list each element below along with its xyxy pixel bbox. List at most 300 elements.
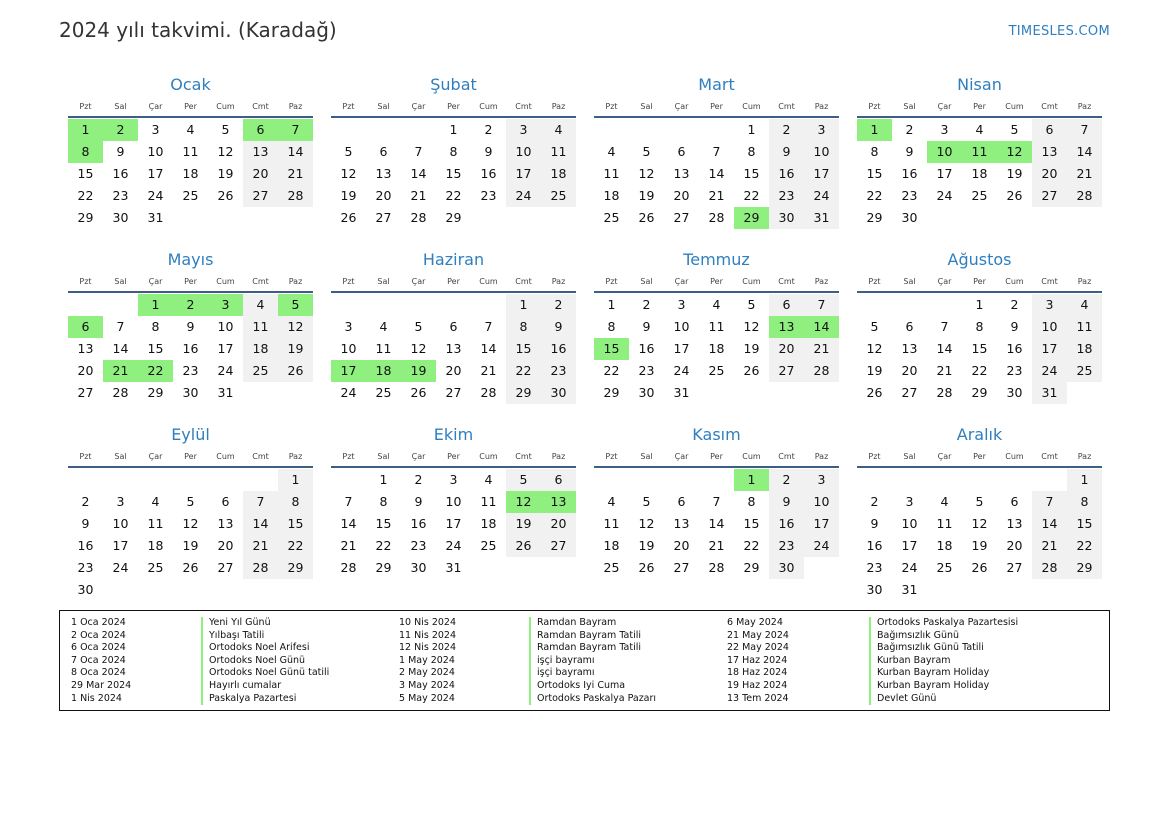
day-cell: 3 <box>151 122 160 137</box>
weekday-label: Çar <box>148 102 163 111</box>
weekend-day-cell: 23 <box>769 185 804 207</box>
day-cell: 27 <box>375 210 392 225</box>
day-cell: 21 <box>480 363 497 378</box>
day-cell: 28 <box>340 560 357 575</box>
legend-date: 18 Haz 2024 <box>727 667 788 679</box>
day-cell: 5 <box>186 494 195 509</box>
weekday-label: Cum <box>216 452 235 461</box>
day-cell: 6 <box>1010 494 1019 509</box>
day-cell: 13 <box>77 341 94 356</box>
weekend-day-cell: 27 <box>769 360 804 382</box>
weekday-label: Paz <box>814 277 829 286</box>
day-cell: 14 <box>480 341 497 356</box>
day-empty <box>594 119 629 141</box>
weekend-day-cell: 24 <box>804 185 839 207</box>
weekend-day-cell: 30 <box>541 382 576 404</box>
day-cell: 14 <box>708 166 725 181</box>
day-cell: 22 <box>743 188 760 203</box>
day-cell: 30 <box>410 560 427 575</box>
day-empty <box>892 294 927 316</box>
weekend-day-cell: 15 <box>278 513 313 535</box>
day-cell: 9 <box>870 516 879 531</box>
weekend-day-cell: 3 <box>804 469 839 491</box>
legend-date: 22 May 2024 <box>727 642 789 654</box>
day-cell: 29 <box>743 560 760 575</box>
legend-date-column <box>399 617 529 710</box>
day-cell: 26 <box>971 560 988 575</box>
weekday-header <box>68 273 313 293</box>
weekday-label: Sal <box>640 452 653 461</box>
weekend-day-cell: 10 <box>506 141 541 163</box>
month-block <box>594 247 839 422</box>
day-cell: 11 <box>147 516 164 531</box>
holiday-day-cell: 22 <box>138 360 173 382</box>
legend-holiday-name: Hayırlı cumalar <box>201 680 399 693</box>
weekend-day-cell: 28 <box>804 360 839 382</box>
day-cell: 4 <box>151 494 160 509</box>
day-cell: 14 <box>410 166 427 181</box>
day-cell: 3 <box>940 122 949 137</box>
month-name: Mayıs <box>167 250 214 269</box>
day-cell: 4 <box>607 144 616 159</box>
legend-holiday-name: Ramdan Bayram Tatili <box>529 630 727 643</box>
weekday-label: Paz <box>551 277 566 286</box>
day-cell: 24 <box>112 560 129 575</box>
weekday-label: Cmt <box>778 452 795 461</box>
legend-holiday-name: Bağımsızlık Günü <box>869 630 1122 643</box>
legend-date: 11 Nis 2024 <box>399 629 456 641</box>
legend-date: 17 Haz 2024 <box>727 654 788 666</box>
month-name: Şubat <box>430 75 477 94</box>
weekday-label: Paz <box>288 102 303 111</box>
weekday-label: Cum <box>479 452 498 461</box>
legend-date: 2 May 2024 <box>399 667 455 679</box>
day-cell: 18 <box>147 538 164 553</box>
legend-date-column <box>71 617 201 710</box>
day-cell: 2 <box>870 494 879 509</box>
holiday-day-cell: 17 <box>331 360 366 382</box>
day-cell: 12 <box>638 516 655 531</box>
day-empty <box>857 294 892 316</box>
weekend-day-cell: 9 <box>769 141 804 163</box>
weekday-label: Per <box>973 277 986 286</box>
day-cell: 3 <box>116 494 125 509</box>
day-cell: 30 <box>77 582 94 597</box>
weekend-day-cell: 1 <box>506 294 541 316</box>
weekday-label: Cum <box>1005 277 1024 286</box>
weekday-label: Cum <box>216 277 235 286</box>
day-cell: 5 <box>747 297 756 312</box>
day-cell: 20 <box>77 363 94 378</box>
weekend-day-cell: 8 <box>278 491 313 513</box>
weekend-day-cell: 29 <box>278 557 313 579</box>
day-empty <box>138 469 173 491</box>
day-cell: 4 <box>484 472 493 487</box>
day-cell: 10 <box>445 494 462 509</box>
month-block <box>857 72 1102 247</box>
day-cell: 22 <box>445 188 462 203</box>
holiday-day-cell: 13 <box>769 316 804 338</box>
weekend-day-cell: 24 <box>1032 360 1067 382</box>
weekend-day-cell: 4 <box>243 294 278 316</box>
day-cell: 8 <box>975 319 984 334</box>
weekend-day-cell: 22 <box>1067 535 1102 557</box>
day-cell: 16 <box>901 166 918 181</box>
day-cell: 16 <box>77 538 94 553</box>
day-cell: 8 <box>870 144 879 159</box>
weekend-day-cell: 29 <box>1067 557 1102 579</box>
day-cell: 17 <box>936 166 953 181</box>
holiday-day-cell: 29 <box>734 207 769 229</box>
weekday-header <box>594 98 839 118</box>
day-cell: 7 <box>712 144 721 159</box>
legend-holiday-name: Bağımsızlık Günü Tatili <box>869 642 1122 655</box>
weekend-day-cell: 25 <box>1067 360 1102 382</box>
day-cell: 3 <box>905 494 914 509</box>
weekday-label: Cum <box>742 277 761 286</box>
weekday-label: Çar <box>937 277 952 286</box>
weekend-day-cell: 27 <box>243 185 278 207</box>
day-cell: 17 <box>901 538 918 553</box>
day-cell: 19 <box>1006 166 1023 181</box>
weekend-day-cell: 2 <box>541 294 576 316</box>
day-cell: 26 <box>1006 188 1023 203</box>
day-empty <box>629 469 664 491</box>
day-cell: 24 <box>901 560 918 575</box>
day-cell: 9 <box>414 494 423 509</box>
weekday-label: Çar <box>148 277 163 286</box>
day-cell: 8 <box>747 144 756 159</box>
day-cell: 2 <box>81 494 90 509</box>
weekend-day-cell: 16 <box>541 338 576 360</box>
weekend-day-cell: 20 <box>769 338 804 360</box>
weekend-day-cell: 10 <box>804 491 839 513</box>
day-empty <box>331 469 366 491</box>
weekend-day-cell: 16 <box>769 513 804 535</box>
holiday-day-cell: 15 <box>594 338 629 360</box>
weekday-label: Paz <box>288 452 303 461</box>
day-cell: 13 <box>673 166 690 181</box>
weekend-day-cell: 11 <box>1067 316 1102 338</box>
weekend-day-cell: 7 <box>243 491 278 513</box>
day-empty <box>401 294 436 316</box>
day-cell: 21 <box>340 538 357 553</box>
weekday-label: Cmt <box>515 452 532 461</box>
weekday-label: Paz <box>288 277 303 286</box>
day-cell: 11 <box>936 516 953 531</box>
legend-date: 21 May 2024 <box>727 629 789 641</box>
legend-holiday-name: işçi bayramı <box>529 667 727 680</box>
holiday-day-cell: 19 <box>401 360 436 382</box>
day-cell: 2 <box>642 297 651 312</box>
day-cell: 4 <box>607 494 616 509</box>
holiday-day-cell: 12 <box>506 491 541 513</box>
day-empty <box>962 469 997 491</box>
weekday-label: Sal <box>114 102 127 111</box>
day-cell: 10 <box>112 516 129 531</box>
weekday-label: Pzt <box>342 102 355 111</box>
weekend-day-cell: 22 <box>506 360 541 382</box>
day-cell: 18 <box>603 538 620 553</box>
day-cell: 15 <box>445 166 462 181</box>
day-empty <box>401 119 436 141</box>
weekend-day-cell: 31 <box>804 207 839 229</box>
weekend-day-cell: 30 <box>769 207 804 229</box>
day-cell: 9 <box>905 144 914 159</box>
legend-date: 1 May 2024 <box>399 654 455 666</box>
holiday-day-cell: 11 <box>962 141 997 163</box>
weekday-label: Per <box>184 452 197 461</box>
weekend-day-cell: 31 <box>1032 382 1067 404</box>
day-empty <box>68 469 103 491</box>
weekday-header <box>857 273 1102 293</box>
day-cell: 17 <box>445 516 462 531</box>
weekday-label: Per <box>447 102 460 111</box>
weekday-label: Cmt <box>515 102 532 111</box>
weekday-label: Pzt <box>605 277 618 286</box>
day-cell: 16 <box>638 341 655 356</box>
weekend-day-cell: 20 <box>1032 163 1067 185</box>
day-cell: 25 <box>480 538 497 553</box>
weekend-day-cell: 7 <box>1032 491 1067 513</box>
day-cell: 25 <box>971 188 988 203</box>
days-grid <box>331 469 576 579</box>
day-empty <box>331 294 366 316</box>
day-cell: 16 <box>182 341 199 356</box>
days-grid <box>68 469 313 601</box>
day-cell: 10 <box>673 319 690 334</box>
weekday-label: Pzt <box>605 102 618 111</box>
day-cell: 14 <box>112 341 129 356</box>
legend-name-column <box>201 617 399 710</box>
weekday-label: Per <box>447 452 460 461</box>
day-cell: 17 <box>147 166 164 181</box>
day-cell: 20 <box>445 363 462 378</box>
weekend-day-cell: 25 <box>541 185 576 207</box>
day-cell: 9 <box>642 319 651 334</box>
day-cell: 11 <box>182 144 199 159</box>
weekday-label: Cum <box>479 102 498 111</box>
legend-date: 1 Oca 2024 <box>71 617 126 628</box>
day-empty <box>699 119 734 141</box>
holiday-day-cell: 3 <box>208 294 243 316</box>
holiday-day-cell: 14 <box>804 316 839 338</box>
legend-date: 19 Haz 2024 <box>727 679 788 691</box>
month-name: Eylül <box>171 425 210 444</box>
day-cell: 17 <box>217 341 234 356</box>
weekday-label: Paz <box>551 102 566 111</box>
weekend-day-cell: 27 <box>1032 185 1067 207</box>
day-cell: 3 <box>449 472 458 487</box>
legend-holiday-name: Ramdan Bayram Tatili <box>529 642 727 655</box>
site-link[interactable]: TIMESLES.COM <box>1008 24 1110 39</box>
day-cell: 4 <box>186 122 195 137</box>
day-cell: 4 <box>940 494 949 509</box>
weekend-day-cell: 22 <box>278 535 313 557</box>
weekday-label: Çar <box>148 452 163 461</box>
day-cell: 22 <box>375 538 392 553</box>
holiday-day-cell: 2 <box>103 119 138 141</box>
day-cell: 21 <box>936 363 953 378</box>
day-cell: 29 <box>375 560 392 575</box>
month-block <box>68 247 313 422</box>
day-empty <box>997 469 1032 491</box>
day-cell: 8 <box>449 144 458 159</box>
day-cell: 26 <box>638 210 655 225</box>
day-cell: 7 <box>116 319 125 334</box>
day-cell: 26 <box>743 363 760 378</box>
day-empty <box>173 469 208 491</box>
legend-holiday-name: Yeni Yıl Günü <box>201 617 399 630</box>
weekend-day-cell: 23 <box>541 360 576 382</box>
day-empty <box>103 469 138 491</box>
day-cell: 12 <box>638 166 655 181</box>
month-block <box>68 422 313 597</box>
day-cell: 1 <box>747 122 756 137</box>
weekday-label: Cmt <box>1041 102 1058 111</box>
weekend-day-cell: 14 <box>1067 141 1102 163</box>
day-cell: 25 <box>147 560 164 575</box>
day-cell: 18 <box>480 516 497 531</box>
day-cell: 19 <box>866 363 883 378</box>
day-cell: 17 <box>673 341 690 356</box>
day-cell: 12 <box>410 341 427 356</box>
weekend-day-cell: 21 <box>1067 163 1102 185</box>
day-cell: 23 <box>638 363 655 378</box>
month-block <box>331 422 576 597</box>
day-cell: 19 <box>217 166 234 181</box>
weekend-day-cell: 26 <box>278 360 313 382</box>
day-cell: 24 <box>217 363 234 378</box>
day-cell: 4 <box>712 297 721 312</box>
days-grid <box>331 294 576 404</box>
weekday-label: Cum <box>742 452 761 461</box>
day-empty <box>471 294 506 316</box>
day-cell: 15 <box>743 516 760 531</box>
day-cell: 26 <box>866 385 883 400</box>
day-cell: 17 <box>112 538 129 553</box>
day-cell: 6 <box>905 319 914 334</box>
weekday-label: Cum <box>742 102 761 111</box>
day-cell: 5 <box>414 319 423 334</box>
day-cell: 8 <box>379 494 388 509</box>
day-cell: 13 <box>375 166 392 181</box>
month-name: Nisan <box>957 75 1002 94</box>
day-cell: 14 <box>340 516 357 531</box>
weekend-day-cell: 3 <box>506 119 541 141</box>
weekend-day-cell: 21 <box>1032 535 1067 557</box>
day-cell: 27 <box>673 560 690 575</box>
day-cell: 12 <box>340 166 357 181</box>
weekday-label: Paz <box>1077 277 1092 286</box>
weekend-day-cell: 9 <box>769 491 804 513</box>
day-cell: 3 <box>677 297 686 312</box>
day-cell: 8 <box>747 494 756 509</box>
weekend-day-cell: 14 <box>278 141 313 163</box>
weekday-label: Per <box>710 277 723 286</box>
day-cell: 7 <box>940 319 949 334</box>
day-cell: 13 <box>901 341 918 356</box>
day-cell: 27 <box>1006 560 1023 575</box>
day-cell: 24 <box>147 188 164 203</box>
day-empty <box>366 294 401 316</box>
weekend-day-cell: 24 <box>804 535 839 557</box>
weekday-label: Pzt <box>868 452 881 461</box>
day-cell: 5 <box>870 319 879 334</box>
holiday-day-cell: 18 <box>366 360 401 382</box>
month-name: Ekim <box>433 425 474 444</box>
weekday-label: Sal <box>377 277 390 286</box>
month-block <box>594 72 839 247</box>
day-cell: 14 <box>936 341 953 356</box>
holiday-day-cell: 1 <box>68 119 103 141</box>
weekday-label: Per <box>184 102 197 111</box>
weekday-label: Paz <box>1077 452 1092 461</box>
day-cell: 30 <box>112 210 129 225</box>
weekday-label: Paz <box>1077 102 1092 111</box>
day-cell: 28 <box>112 385 129 400</box>
day-cell: 2 <box>905 122 914 137</box>
day-cell: 16 <box>480 166 497 181</box>
weekday-label: Çar <box>674 452 689 461</box>
day-cell: 25 <box>603 560 620 575</box>
weekday-label: Per <box>710 102 723 111</box>
day-cell: 13 <box>217 516 234 531</box>
day-cell: 14 <box>708 516 725 531</box>
day-cell: 5 <box>344 144 353 159</box>
day-cell: 20 <box>673 188 690 203</box>
day-cell: 25 <box>375 385 392 400</box>
day-cell: 3 <box>344 319 353 334</box>
weekday-label: Çar <box>937 102 952 111</box>
weekday-label: Sal <box>377 102 390 111</box>
legend-holiday-name: Ortodoks Noel Arifesi <box>201 642 399 655</box>
day-cell: 9 <box>186 319 195 334</box>
weekday-label: Cum <box>479 277 498 286</box>
weekend-day-cell: 18 <box>243 338 278 360</box>
weekday-label: Cum <box>216 102 235 111</box>
holiday-day-cell: 5 <box>278 294 313 316</box>
legend-holiday-name: Ortodoks Noel Günü tatili <box>201 667 399 680</box>
day-cell: 27 <box>445 385 462 400</box>
weekend-day-cell: 21 <box>278 163 313 185</box>
legend-date: 5 May 2024 <box>399 692 455 704</box>
days-grid <box>68 294 313 404</box>
weekday-label: Pzt <box>79 452 92 461</box>
weekday-label: Per <box>973 452 986 461</box>
weekday-label: Cmt <box>1041 277 1058 286</box>
holiday-day-cell: 6 <box>68 316 103 338</box>
day-cell: 15 <box>743 166 760 181</box>
weekend-day-cell: 7 <box>1067 119 1102 141</box>
day-cell: 7 <box>484 319 493 334</box>
day-cell: 26 <box>340 210 357 225</box>
days-grid <box>331 119 576 229</box>
weekend-day-cell: 7 <box>804 294 839 316</box>
legend-date: 6 Oca 2024 <box>71 642 126 654</box>
legend-holiday-name: Ramdan Bayram <box>529 617 727 630</box>
weekday-header <box>331 273 576 293</box>
weekend-day-cell: 10 <box>1032 316 1067 338</box>
weekday-label: Cmt <box>252 277 269 286</box>
day-cell: 29 <box>147 385 164 400</box>
day-empty <box>664 469 699 491</box>
day-cell: 6 <box>221 494 230 509</box>
legend-date: 3 May 2024 <box>399 679 455 691</box>
weekday-label: Pzt <box>79 277 92 286</box>
day-cell: 10 <box>217 319 234 334</box>
day-cell: 19 <box>638 188 655 203</box>
